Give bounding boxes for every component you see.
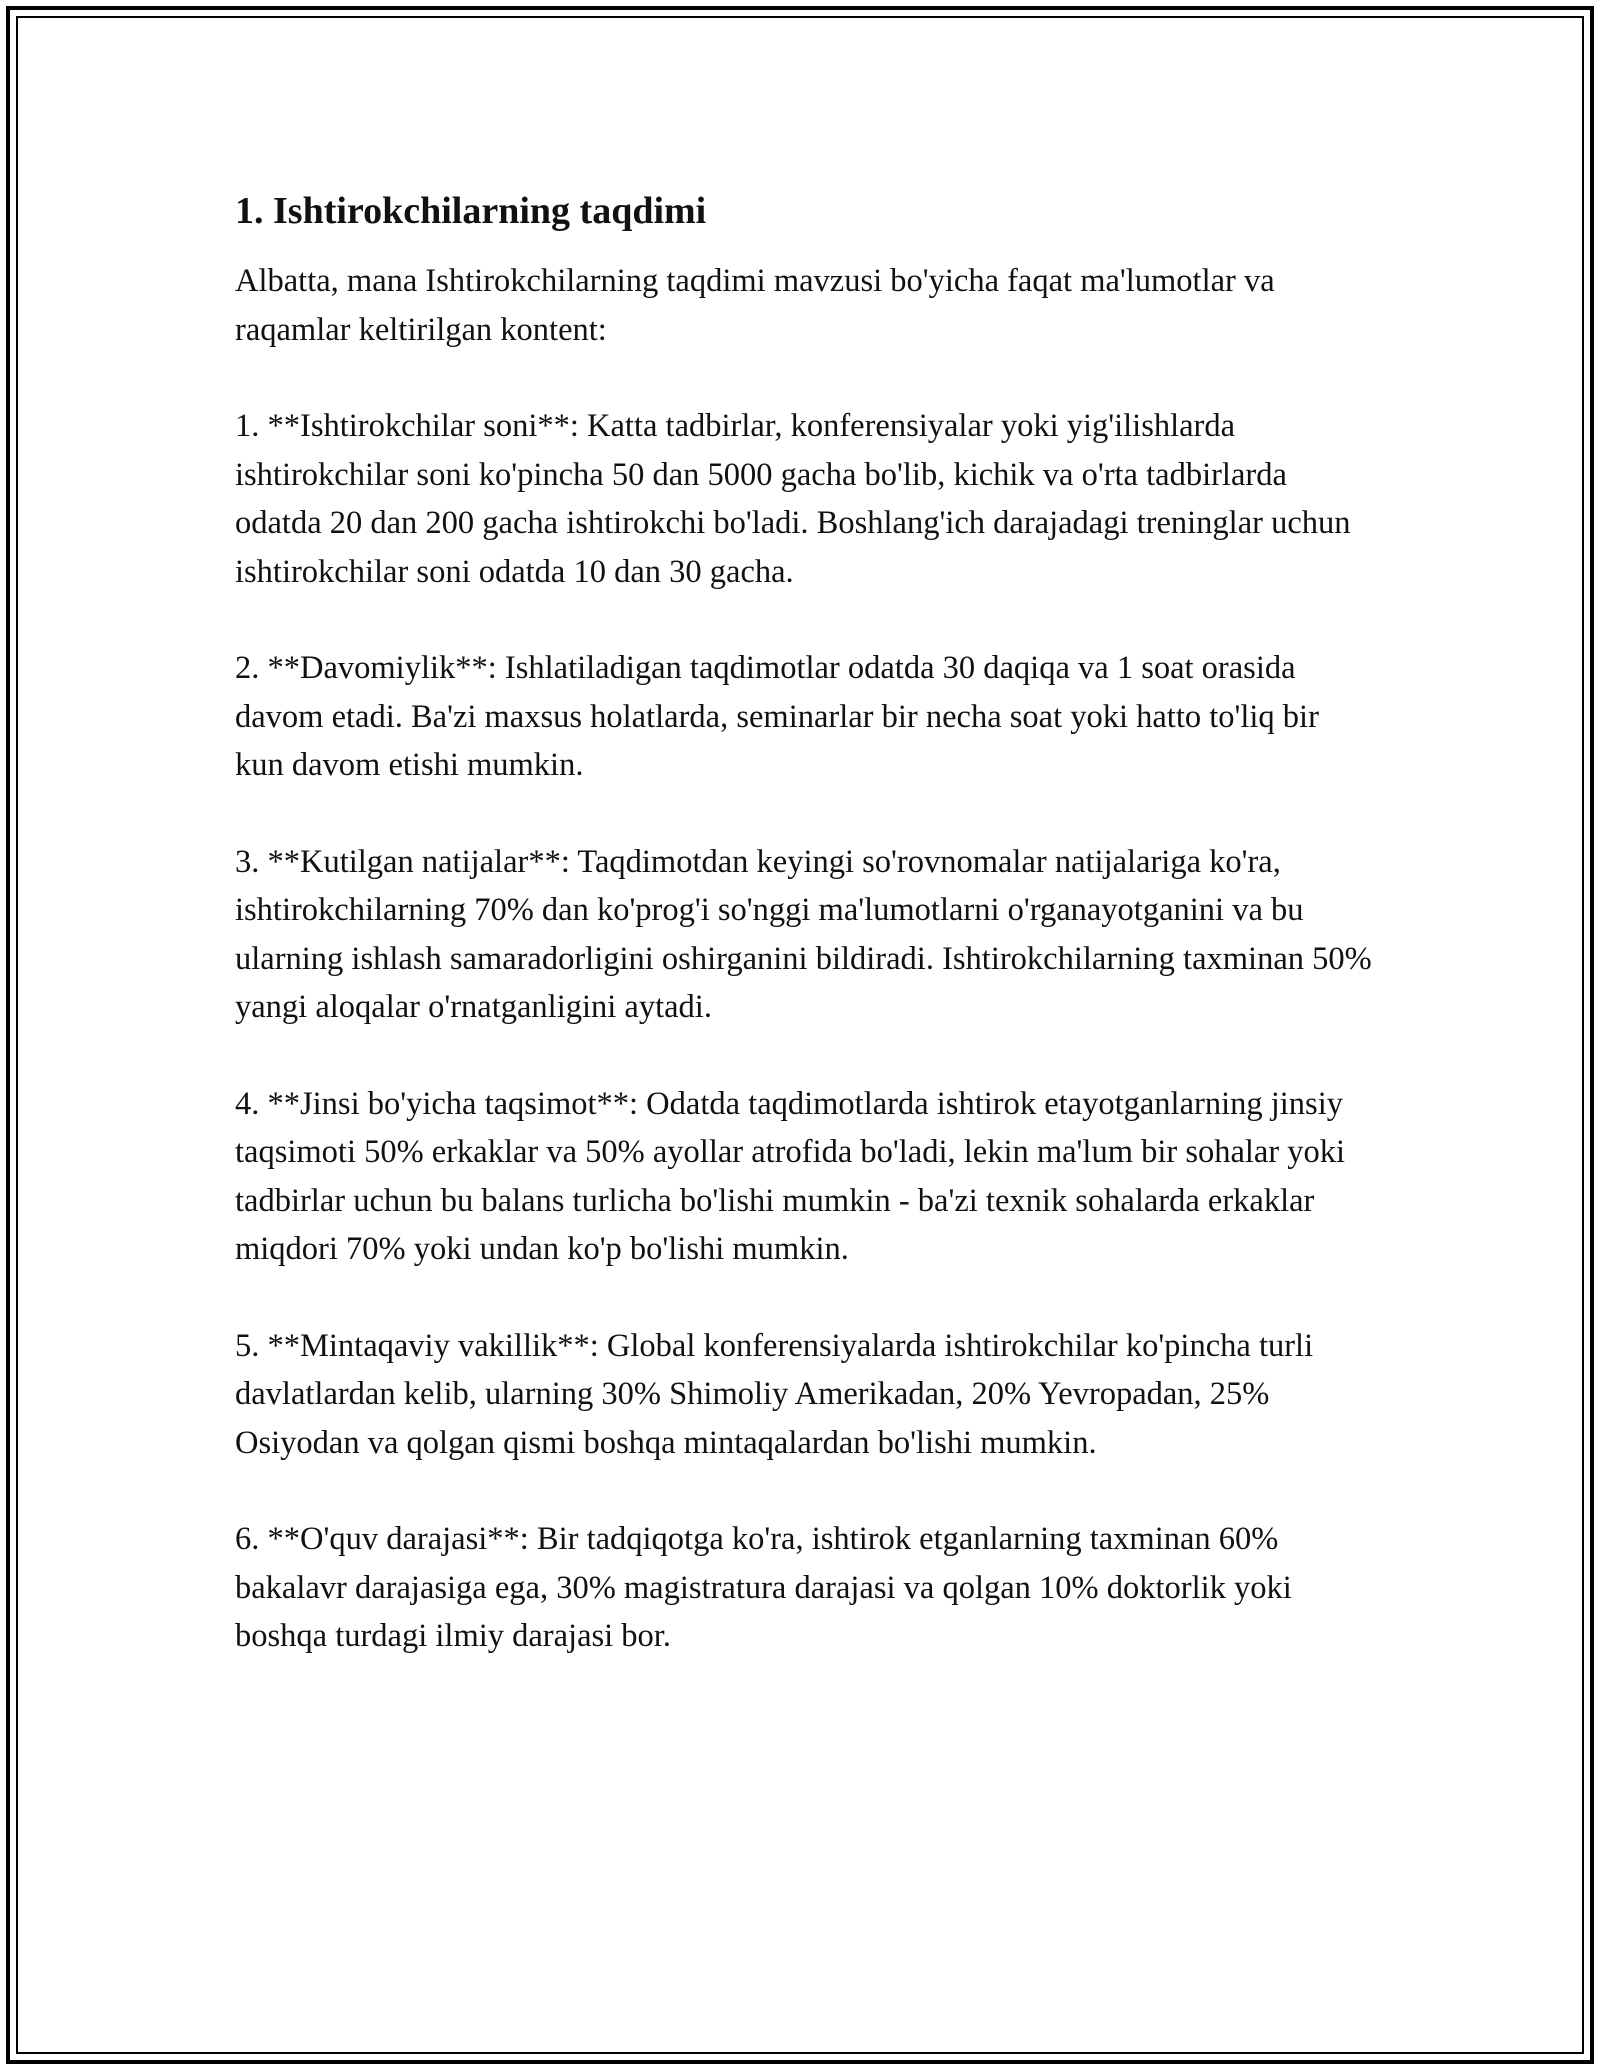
list-item-duration: 2. **Davomiylik**: Ishlatiladigan taqdimotlar odatda 30 daqiqa va 1 soat orasida davom etadi. Ba'zi maxsus holatlarda, seminarlar bir necha soat yoki hatto to'liq bir kun davom etishi mumkin. [235, 650, 1319, 783]
list-item-expected-results: 3. **Kutilgan natijalar**: Taqdimotdan keyingi so'rovnomalar natijalariga ko'ra, ishtirokchilarning 70% dan ko'prog'i so'nggi ma'lumotlarni o'rganayotganini va bu ularning ishlash samaradorligini oshirganini bildiradi. Ishtirokchilarning taxminan 50% yangi aloqalar o'rnatganligini aytadi. [235, 843, 1372, 1025]
section-title: 1. Ishtirokchilarning taqdimi [235, 190, 707, 232]
document-body [235, 185, 1375, 1709]
list-item-regional-representation: 5. **Mintaqaviy vakillik**: Global konferensiyalarda ishtirokchilar ko'pincha turli davlatlardan kelib, ularning 30% Shimoliy Amerikadan, 20% Yevropadan, 25% Osiyodan va qolgan qismi boshqa mintaqalardan bo'lishi mumkin. [235, 1327, 1314, 1461]
list-item-education-level: 6. **O'quv darajasi**: Bir tadqiqotga ko'ra, ishtirok etganlarning taxminan 60% bakalavr darajasiga ega, 30% magistratura darajasi va qolgan 10% doktorlik yoki boshqa turdagi ilmiy darajasi bor. [235, 1521, 1292, 1654]
list-item-gender-distribution: 4. **Jinsi bo'yicha taqsimot**: Odatda taqdimotlarda ishtirok etayotganlarning jinsiy taqsimoti 50% erkaklar va 50% ayollar atrofida bo'ladi, lekin ma'lum bir sohalar yoki tadbirlar uchun bu balans turlicha bo'lishi mumkin - ba'zi texnik sohalarda erkaklar miqdori 70% yoki undan ko'p bo'lishi mumkin. [235, 1085, 1346, 1267]
intro-paragraph: Albatta, mana Ishtirokchilarning taqdimi mavzusi bo'yicha faqat ma'lumotlar va raqamlar keltirilgan kontent: [235, 263, 1275, 348]
list-item-participants-count: 1. **Ishtirokchilar soni**: Katta tadbirlar, konferensiyalar yoki yig'ilishlarda ishtirokchilar soni ko'pincha 50 dan 5000 gacha bo'lib, kichik va o'rta tadbirlarda odatda 20 dan 200 gacha ishtirokchi bo'ladi. Boshlang'ich darajadagi treninglar uchun ishtirokchilar soni odatda 10 dan 30 gacha. [235, 408, 1351, 590]
